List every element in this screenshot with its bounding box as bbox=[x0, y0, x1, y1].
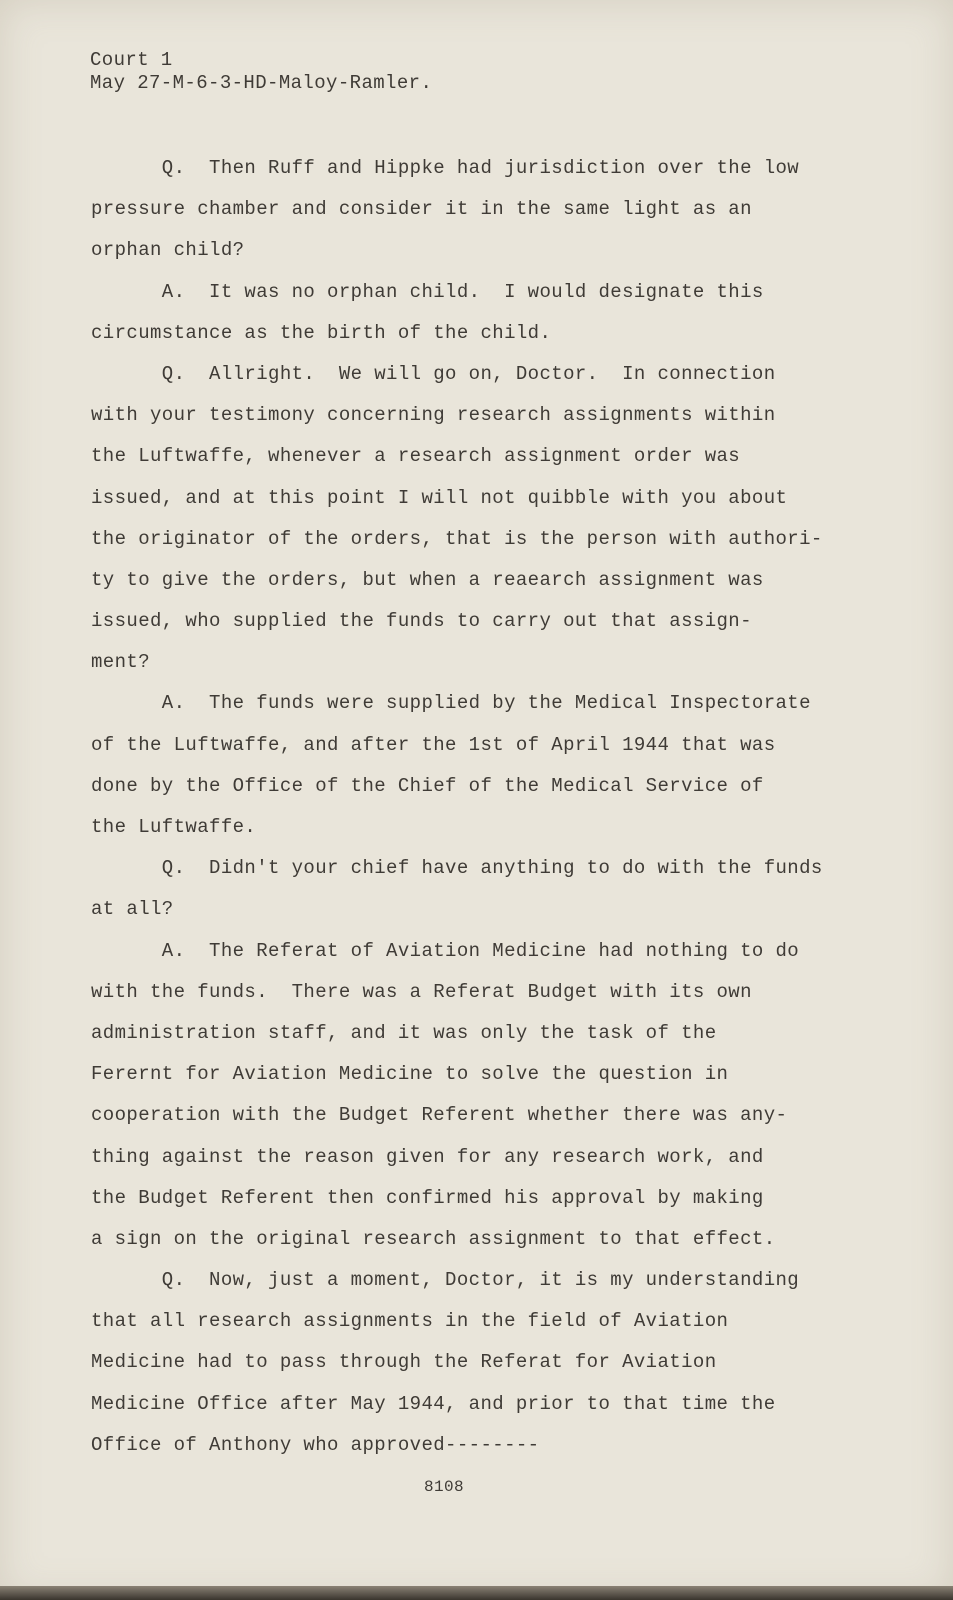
transcript-line: A. The Referat of Aviation Medicine had nothing to do bbox=[91, 939, 800, 962]
transcript-line: issued, who supplied the funds to carry out that assign- bbox=[91, 610, 752, 633]
transcript-line: administration staff, and it was only the task of the bbox=[91, 1021, 717, 1044]
transcript-line: that all research assignments in the field of Aviation bbox=[91, 1310, 729, 1333]
transcript-line: thing against the reason given for any research work, and bbox=[91, 1145, 764, 1168]
transcript-line: of the Luftwaffe, and after the 1st of April 1944 that was bbox=[91, 733, 776, 756]
transcript-line: circumstance as the birth of the child. bbox=[91, 321, 552, 344]
transcript-line: done by the Office of the Chief of the Medical Service of bbox=[91, 774, 764, 797]
transcript-line: Office of Anthony who approved-------- bbox=[91, 1433, 540, 1456]
transcript-line: Ferernt for Aviation Medicine to solve the question in bbox=[91, 1063, 729, 1086]
transcript-line: pressure chamber and consider it in the same light as an bbox=[91, 198, 752, 221]
transcript-line: Medicine Office after May 1944, and prior to that time the bbox=[91, 1392, 776, 1415]
transcript-line: Q. Then Ruff and Hippke had jurisdiction over the low bbox=[91, 157, 800, 179]
transcript-line: Q. Allright. We will go on, Doctor. In connection bbox=[91, 362, 776, 385]
page-number: 8108 bbox=[424, 1478, 465, 1496]
transcript-line: with the funds. There was a Referat Budget with its own bbox=[91, 980, 752, 1003]
transcript-line: the Luftwaffe, whenever a research assignment order was bbox=[91, 445, 741, 468]
transcript-line: A. It was no orphan child. I would designate this bbox=[91, 280, 764, 303]
transcript-line: ment? bbox=[91, 651, 151, 674]
transcript-line: the originator of the orders, that is the person with authori- bbox=[91, 527, 823, 550]
transcript-line: Q. Now, just a moment, Doctor, it is my understanding bbox=[91, 1269, 800, 1292]
transcript-body bbox=[91, 148, 891, 1466]
transcript-line: at all? bbox=[91, 898, 174, 921]
transcript-line: orphan child? bbox=[91, 239, 245, 262]
transcript-line: the Luftwaffe. bbox=[91, 816, 257, 838]
scan-edge bbox=[0, 1586, 953, 1600]
transcript-line: A. The funds were supplied by the Medical Inspectorate bbox=[91, 692, 811, 715]
transcript-line: the Budget Referent then confirmed his approval by making bbox=[91, 1186, 764, 1209]
transcript-line: with your testimony concerning research assignments within bbox=[91, 404, 776, 427]
page-header bbox=[90, 49, 432, 95]
transcript-line: Q. Didn't your chief have anything to do with the funds bbox=[91, 857, 823, 880]
transcript-line: issued, and at this point I will not quibble with you about bbox=[91, 486, 788, 509]
session-code: May 27-M-6-3-HD-Maloy-Ramler. bbox=[90, 72, 433, 94]
transcript-line: ty to give the orders, but when a reaearch assignment was bbox=[91, 568, 764, 591]
transcript-line: cooperation with the Budget Referent whether there was any- bbox=[91, 1104, 788, 1127]
transcript-line: Medicine had to pass through the Referat for Aviation bbox=[91, 1351, 717, 1374]
transcript-line: a sign on the original research assignment to that effect. bbox=[91, 1227, 776, 1250]
court-label: Court 1 bbox=[90, 49, 173, 71]
